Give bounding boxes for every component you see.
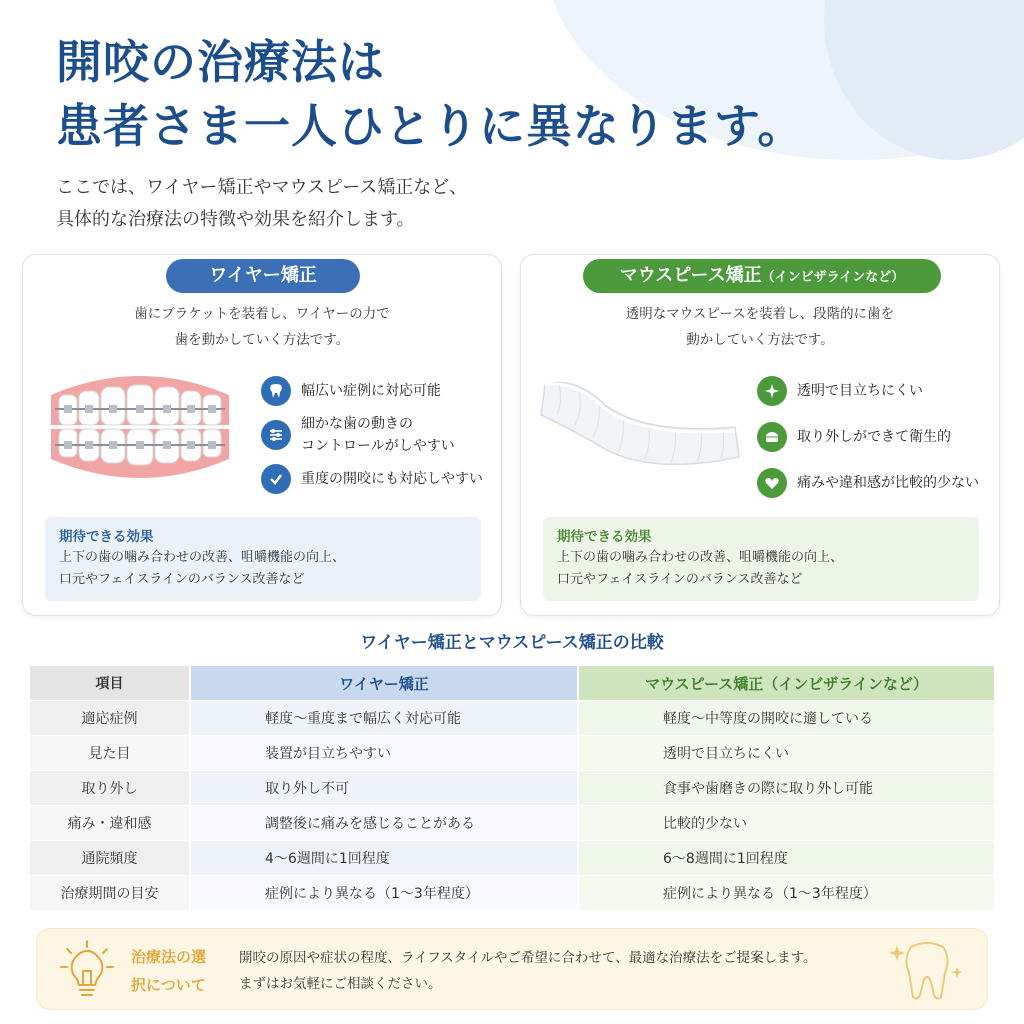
clear-aligner-illustration [535,365,745,489]
wire-effect-line-2: 口元やフェイスラインのバランス改善など [59,572,305,587]
note-heading-line-1: 治療法の選 [131,948,207,966]
title-line-2: 患者さま一人ひとりに異なります。 [56,99,805,153]
wire-desc-line-2: 歯を動かしていく方法です。 [174,332,350,348]
mouthpiece-effect-body [557,547,965,591]
row-label: 痛み・違和感 [30,806,190,841]
row-wire-value: 軽度〜重度まで幅広く対応可能 [190,701,578,736]
sparkle-icon [757,376,787,406]
heart-icon [757,468,787,498]
wire-effect-box [45,517,481,601]
mouthpiece-desc-line-1: 透明なマウスピースを装着し、段階的に歯を [625,306,895,322]
row-mouthpiece-value: 透明で目立ちにくい [578,736,994,771]
wire-card-desc [23,301,501,353]
tooth-icon [261,376,291,406]
mouthpiece-card-desc [521,301,999,353]
mouthpiece-feature-1 [757,375,979,407]
table-row [30,701,994,736]
wire-feature-2 [261,411,483,459]
mouthpiece-feature-3 [757,467,979,499]
page-title [56,30,804,158]
row-wire-value: 取り外し不可 [190,771,578,806]
treatment-choice-note [36,928,988,1010]
subtitle-line-1: ここでは、ワイヤー矯正やマウスピース矯正など、 [56,177,468,198]
col-header-item: 項目 [30,666,190,701]
col-header-mouthpiece: マウスピース矯正（インビザラインなど） [578,666,994,701]
comparison-header-row [30,666,994,701]
mouthpiece-title-sub: （インビザラインなど） [761,270,905,285]
wire-effect-body [59,547,467,591]
wire-effect-line-1: 上下の歯の噛み合わせの改善、咀嚼機能の向上、 [59,550,346,565]
wire-card [22,254,502,616]
table-row [30,806,994,841]
mouthpiece-effect-box [543,517,979,601]
lightbulb-icon [59,939,115,1003]
row-mouthpiece-value: 比較的少ない [578,806,994,841]
row-wire-value: 症例により異なる（1〜3年程度） [190,876,578,911]
comparison-title: ワイヤー矯正とマウスピース矯正の比較 [360,633,664,653]
mouthpiece-desc-line-2: 動かしていく方法です。 [686,332,834,348]
wire-card-title: ワイヤー矯正 [166,259,360,293]
note-heading [131,943,217,999]
wire-desc-line-1: 歯にブラケットを装着し、ワイヤーの力で [134,306,390,322]
row-label: 取り外し [30,771,190,806]
row-mouthpiece-value: 6〜8週間に1回程度 [578,841,994,876]
row-wire-value: 装置が目立ちやすい [190,736,578,771]
mouthpiece-title-main: マウスピース矯正 [619,265,762,286]
title-line-1: 開咬の治療法は [56,35,385,89]
note-text [239,945,817,997]
table-row [30,736,994,771]
page-subtitle [56,172,467,236]
row-label: 適応症例 [30,701,190,736]
note-text-line-1: 開咬の原因や症状の程度、ライフスタイルやご希望に合わせて、最適な治療法をご提案します。 [239,950,817,966]
sparkle-tooth-icon [889,937,965,1003]
mouthpiece-card-title [583,259,941,293]
row-label: 見た目 [30,736,190,771]
col-header-wire: ワイヤー矯正 [190,666,578,701]
mouthpiece-card [520,254,1000,616]
mouthpiece-feature-1-text: 透明で目立ちにくい [797,383,923,399]
row-label: 治療期間の目安 [30,876,190,911]
mouthpiece-feature-3-text: 痛みや違和感が比較的少ない [797,475,979,491]
note-text-line-2: まずはお気軽にご相談ください。 [239,976,442,992]
mouthpiece-feature-2-text: 取り外しができて衛生的 [797,429,951,445]
comparison-table [30,666,994,911]
mouthpiece-effect-line-1: 上下の歯の噛み合わせの改善、咀嚼機能の向上、 [557,550,844,565]
wire-feature-2-text [301,413,455,457]
note-heading-line-2: 択について [131,976,206,994]
row-mouthpiece-value: 食事や歯磨きの際に取り外し可能 [578,771,994,806]
wire-feature-1-text: 幅広い症例に対応可能 [301,383,441,399]
wire-feature-3 [261,463,483,495]
mouthpiece-effect-line-2: 口元やフェイスラインのバランス改善など [557,572,803,587]
wire-effect-title: 期待できる効果 [59,529,154,545]
row-wire-value: 4〜6週間に1回程度 [190,841,578,876]
row-wire-value: 調整後に痛みを感じることがある [190,806,578,841]
mouthpiece-features [757,375,979,499]
row-mouthpiece-value: 症例により異なる（1〜3年程度） [578,876,994,911]
wire-feature-2-line-1: 細かな歯の動きの [301,416,413,432]
wire-feature-3-text: 重度の開咬にも対応しやすい [301,471,483,487]
case-icon [757,422,787,452]
row-label: 通院頻度 [30,841,190,876]
table-row [30,841,994,876]
subtitle-line-2: 具体的な治療法の特徴や効果を紹介します。 [56,209,415,230]
wire-feature-1 [261,375,483,407]
row-mouthpiece-value: 軽度〜中等度の開咬に適している [578,701,994,736]
table-row [30,876,994,911]
braces-teeth-illustration [45,365,235,489]
wire-features [261,375,483,495]
table-row [30,771,994,806]
mouthpiece-effect-title: 期待できる効果 [557,529,652,545]
wire-feature-2-line-2: コントロールがしやすい [301,438,455,454]
mouthpiece-feature-2 [757,421,979,453]
sliders-icon [261,420,291,450]
check-icon [261,464,291,494]
